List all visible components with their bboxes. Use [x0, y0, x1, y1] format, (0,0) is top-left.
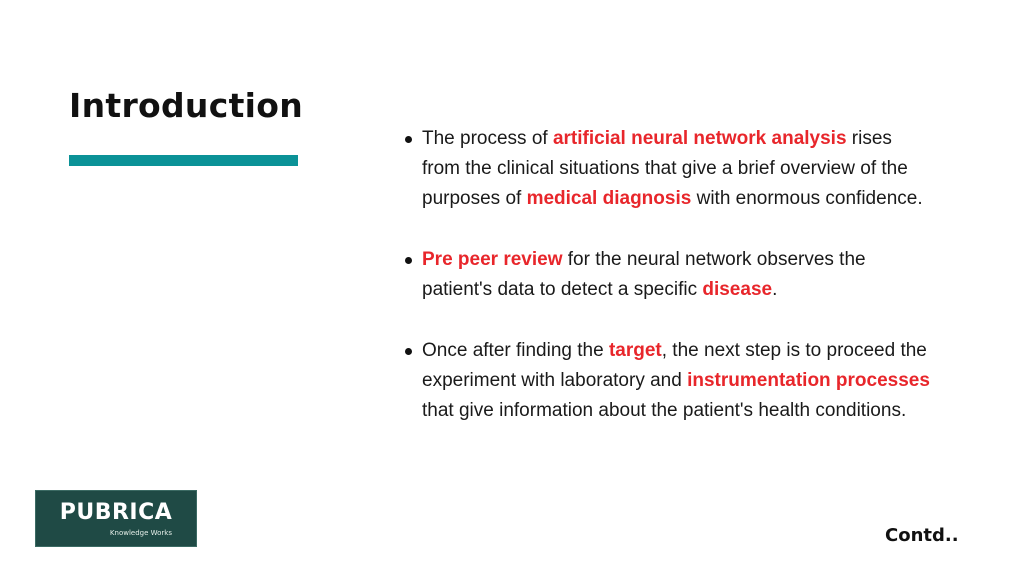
logo-wordmark: PUBRICA: [59, 500, 173, 525]
slide-title: Introduction: [69, 86, 304, 125]
highlighted-term: Pre peer review: [422, 249, 563, 270]
highlighted-term: medical diagnosis: [526, 188, 692, 209]
bullet-text-segment: The process of: [422, 128, 553, 149]
bullet-dot-icon: [405, 257, 412, 264]
bullet-dot-icon: [405, 136, 412, 143]
bullet-text-segment: for the neural network observes the patient's data to detect a specific: [422, 249, 866, 300]
pubrica-logo: [35, 490, 197, 547]
logo-tagline: Knowledge Works: [109, 529, 172, 537]
bullet-text-segment: Once after finding the: [422, 340, 609, 361]
title-underline-bar: [69, 155, 298, 166]
highlighted-term: target: [608, 340, 662, 361]
continued-label: Contd..: [885, 525, 959, 546]
highlighted-term: disease: [702, 279, 773, 300]
bullet-list: [405, 124, 935, 426]
bullet-item: [405, 124, 935, 214]
highlighted-term: instrumentation processes: [687, 370, 930, 391]
bullet-text-segment: with enormous confidence.: [691, 188, 923, 209]
bullet-item: [405, 336, 935, 426]
bullet-text: [422, 340, 930, 421]
bullet-text-segment: , the next step is to proceed the experiment with laboratory and: [422, 340, 927, 391]
bullet-item: [405, 245, 935, 305]
bullet-text: [422, 249, 866, 300]
bullet-text: [422, 128, 923, 209]
bullet-dot-icon: [405, 348, 412, 355]
bullet-text-segment: rises from the clinical situations that give a brief overview of the purposes of: [422, 128, 908, 209]
highlighted-term: artificial neural network analysis: [552, 128, 847, 149]
bullet-text-segment: .: [772, 279, 778, 300]
bullet-text-segment: that give information about the patient's health conditions.: [422, 400, 907, 421]
